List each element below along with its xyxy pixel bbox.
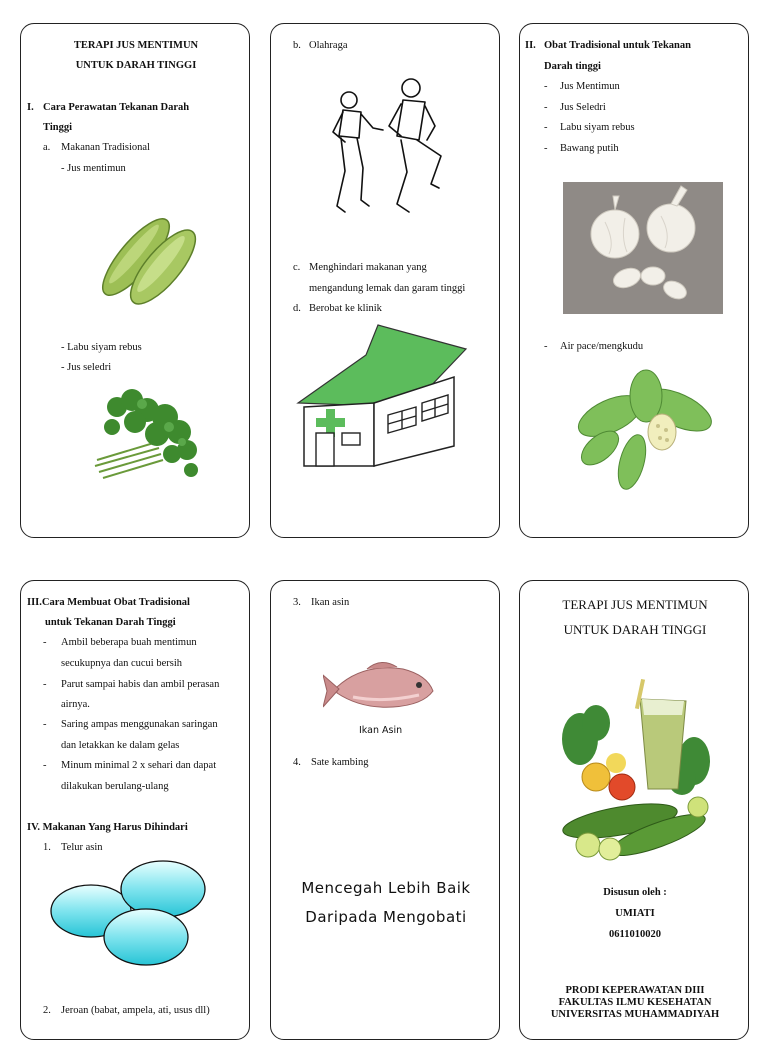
author-name: UMIATI — [615, 908, 655, 919]
list-dash: - — [544, 102, 548, 113]
list-dash: - — [544, 143, 548, 154]
section3-heading-line1: III.Cara Membuat Obat Tradisional — [27, 597, 190, 608]
item-a-label: a. — [43, 142, 51, 153]
step-3-line1: Saring ampas menggunakan saringan — [61, 719, 218, 730]
section1-number: I. — [27, 102, 34, 113]
section2-heading-line1: Obat Tradisional untuk Tekanan — [544, 40, 691, 51]
list-dash: - — [544, 341, 548, 352]
clinic-building-image — [296, 321, 471, 469]
step-dash: - — [43, 760, 47, 771]
step-1-line1: Ambil beberapa buah mentimun — [61, 637, 197, 648]
item-d-label: d. — [293, 303, 301, 314]
section4-heading: IV. Makanan Yang Harus Dihindari — [27, 822, 188, 833]
section2-number: II. — [525, 40, 536, 51]
avoid-item-ikan-asin: Ikan asin — [311, 597, 350, 608]
salted-fish-image — [323, 657, 435, 725]
list-item-jus-mentimun: - Jus mentimun — [61, 163, 126, 174]
avoid-item-sate-kambing: Sate kambing — [311, 757, 369, 768]
noni-fruit-image — [570, 366, 718, 494]
item-c-line2: mengandung lemak dan garam tinggi — [309, 283, 466, 294]
step-3-line2: dan letakkan ke dalam gelas — [61, 740, 180, 751]
slogan-line2: Daripada Mengobati — [305, 908, 467, 926]
section1-heading-line2: Tinggi — [43, 122, 72, 133]
section1-heading-line1: Cara Perawatan Tekanan Darah — [43, 102, 190, 113]
exercise-runners-image — [331, 76, 456, 236]
celery-image — [87, 382, 205, 487]
item-b-label: b. — [293, 40, 301, 51]
item-c-label: c. — [293, 262, 301, 273]
avoid-item-telur-asin: Telur asin — [61, 842, 103, 853]
fish-caption: Ikan Asin — [359, 725, 403, 736]
avoid-item-1-number: 1. — [43, 842, 51, 853]
step-dash: - — [43, 679, 47, 690]
cover-title-line1: TERAPI JUS MENTIMUN — [562, 597, 708, 612]
panel-foods-to-avoid — [270, 580, 500, 1040]
author-nim: 0611010020 — [609, 929, 661, 940]
step-1-line2: secukupnya dan cucui bersih — [61, 658, 183, 669]
step-dash: - — [43, 719, 47, 730]
step-dash: - — [43, 637, 47, 648]
panel-traditional-medicine — [519, 23, 749, 538]
item-b-text: Olahraga — [309, 40, 348, 51]
panel1-title-line2: UNTUK DARAH TINGGI — [75, 60, 197, 71]
list-item-labu-siyam: - Labu siyam rebus — [61, 342, 142, 353]
list-item-jus-seledri: - Jus seledri — [61, 362, 112, 373]
section2-heading-line2: Darah tinggi — [544, 61, 601, 72]
list-item-air-pace: Air pace/mengkudu — [560, 341, 644, 352]
panel-therapy-intro — [20, 23, 250, 538]
step-4-line2: dilakukan berulang-ulang — [61, 781, 169, 792]
panel1-title-line1: TERAPI JUS MENTIMUN — [73, 40, 199, 51]
section3-heading-line2: untuk Tekanan Darah Tinggi — [45, 617, 176, 628]
slogan-line1: Mencegah Lebih Baik — [301, 879, 471, 897]
avoid-item-3-number: 3. — [293, 597, 301, 608]
list-item-jus-seledri: Jus Seledri — [560, 102, 606, 113]
avoid-item-jeroan: Jeroan (babat, ampela, ati, usus dll) — [61, 1005, 210, 1016]
step-2-line2: airnya. — [61, 699, 90, 710]
list-item-labu-siyam: Labu siyam rebus — [560, 122, 635, 133]
list-item-jus-mentimun: Jus Mentimun — [560, 81, 620, 92]
list-dash: - — [544, 81, 548, 92]
salted-eggs-image — [49, 859, 211, 969]
list-dash: - — [544, 122, 548, 133]
cover-title-line2: UNTUK DARAH TINGGI — [563, 622, 707, 637]
item-d-text: Berobat ke klinik — [309, 303, 382, 314]
step-2-line1: Parut sampai habis dan ambil perasan — [61, 679, 220, 690]
cucumber-image — [91, 209, 206, 309]
avoid-item-4-number: 4. — [293, 757, 301, 768]
compiled-by-label: Disusun oleh : — [603, 887, 667, 898]
institution-line3: UNIVERSITAS MUHAMMADIYAH — [550, 1009, 720, 1020]
avoid-item-2-number: 2. — [43, 1005, 51, 1016]
cucumber-juice-image — [558, 679, 713, 861]
panel-care-methods — [270, 23, 500, 538]
panel-cover — [519, 580, 749, 1040]
institution-line2: FAKULTAS ILMU KESEHATAN — [558, 997, 712, 1008]
item-c-line1: Menghindari makanan yang — [309, 262, 427, 273]
item-a-text: Makanan Tradisional — [61, 142, 150, 153]
step-4-line1: Minum minimal 2 x sehari dan dapat — [61, 760, 217, 771]
panel-preparation-steps — [20, 580, 250, 1040]
list-item-bawang-putih: Bawang putih — [560, 143, 619, 154]
garlic-image — [563, 182, 723, 314]
institution-line1: PRODI KEPERAWATAN DIII — [565, 985, 705, 996]
